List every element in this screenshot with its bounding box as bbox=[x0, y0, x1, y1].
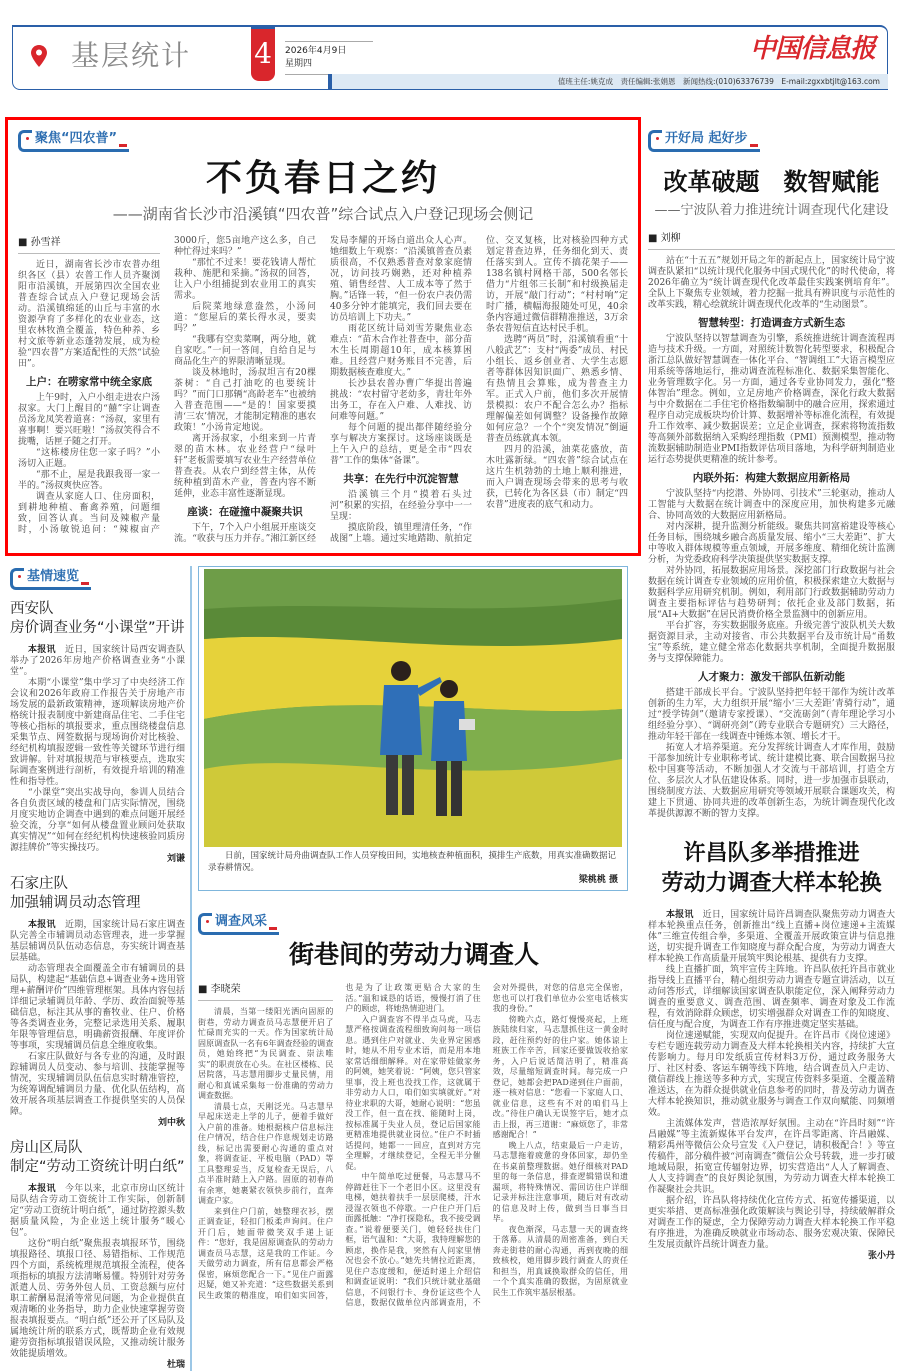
headline-line: 制定“劳动工资统计明白纸” bbox=[10, 1159, 185, 1175]
paragraph: 宁波队坚持以智慧调查为引擎，系统推进统计调查流程再造与技术升级。一方面，对照统计数智化转型要求，积极配合浙江总队做好智慧调查一体化平台、“智调组工”大语言模型应用系统等落地运行，推动调查流程标准化、数据采集智能化、业务管理数字化。另一方面，通过各专业协同发力，强化“整体智治”理念。例如，立足房地产价格调查，深化行政大数据与中介数据在二手住宅价格指数编制中的融合应用，探索通过程序自动完成板块均价计算、数据增补等标准化流程，有效提升工作效率、减少数据误差；立足企业调查，探索将物流指数等高频外部数据纳入采购经理指数（PMI）预测模型，推动物流数据辅助制造业PMI指数评估项目落地，为科学研判制造业运行态势提供更精准的统计参考。 bbox=[648, 334, 895, 465]
paragraph: 夜色渐深，马志慧一天的调查终于落幕。从清晨的周密准备，到白天奔走街巷的耐心沟通，再到夜晚的细致核校，她用脚步践行调查人的责任和担当，用真诚换取群众的信任，用一个个真实准确的数据，为固原就业民生工作筑牢基层根基。 bbox=[492, 1224, 628, 1297]
tag-label: 聚焦“四农普” bbox=[32, 130, 129, 152]
left-main-area bbox=[5, 117, 641, 1371]
byline: 刘谦 bbox=[166, 854, 185, 864]
paragraph: 据介绍，许昌队将持续优化宣传方式、拓宽传播渠道，以更实举措、更高标准强化政策解读与舆论引导，持续破解群众对调查工作的疑虑，全力保障劳动力调查大样本轮换工作平稳有序推进，为准确反映就业市场动态、服务宏观决策、保障民生发展贡献许昌统计调查力量。 bbox=[648, 1196, 895, 1250]
dateline: 本报讯 bbox=[28, 920, 56, 930]
paragraph: 晚上八点，结束最后一户走访，马志慧拖着疲惫的身体回家，却仍坐在书桌前整理数据。她仔细核对PAD里的每一条信息，排查逻辑错误和遗漏项，将特殊情况、需回访住户详细记录并标注注意事项，随后对有改动的信息及时上传，做到当日事当日毕。 bbox=[492, 1140, 628, 1223]
dateline: 本报讯 bbox=[28, 1184, 56, 1194]
location-pin-icon bbox=[31, 45, 47, 67]
author: ■ 刘柳 bbox=[648, 232, 895, 250]
paragraph: 对内深耕，提升监测分析能级。聚焦共同富裕建设等核心任务目标，围绕城乡融合高质量发展、缩小“三大差距”、扩大中等收入群体规模等重点领域，开展多维度、精细化统计监测分析，为党委政府科学决策提供坚实数据支撑。 bbox=[648, 522, 895, 565]
paragraph: “那忙不过来！要花钱请人帮忙栽种、施肥和采摘。”汤叔的回答，让入户小组捕捉到农业用工的真实需求。 bbox=[174, 258, 316, 301]
paragraph: 清晨，当第一缕阳光洒向固原的街巷，劳动力调查员马志慧便开启了忙碌而充实的一天。作为国家统计局固原调查队一名有6年调查经验的调查员，她始终把“为民调查、崇法唯实”的职责放在心头。在社区楼栋、民居院落，马志慧用脚步丈量民情，用耐心和真诚采集每一份准确的劳动力调查数据。 bbox=[198, 1007, 334, 1100]
ci-logo-icon bbox=[198, 913, 212, 935]
paragraph: 主流媒体发声，营造浓厚好氛围。主动在“许昌时刻”“许昌融媒”等主流新媒体平台发声，在许昌零距离、许昌融媒、精彩禹州等微信公众号宣发《入户登记，请积极配合！》等宣传稿件，部分稿件被“河南调查”微信公众号转载，进一步打破地域局限，拓宽宣传辐射边界，切实营造出“人人了解调查、人人支持调查”的良好舆论氛围，为劳动力调查大样本轮换工作凝聚社会共识。 bbox=[648, 1119, 895, 1195]
dateline: 本报讯 bbox=[666, 910, 694, 920]
section-heading: 座谈：在碰撞中凝聚共识 bbox=[187, 506, 303, 518]
paragraph: “这栋楼房住您一家子吗？”小汤切入正题。 bbox=[18, 448, 160, 469]
headline: 不负春日之约 bbox=[205, 157, 440, 199]
paragraph: 清晨七点，天刚泛光。马志慧早早起床送走上学的儿子，便着手做好入户前的准备。她根据核户信息标注住户情况，结合住户作息规划走访路线，标记出需要耐心沟通的重点对象，将调查证、平板电脑（PAD）等工具整理妥当，反复检查无误后，八点半准时踏上入户路。固原的初春尚有余寒，她裹紧衣领快步前行，直奔调查户家。 bbox=[198, 1101, 334, 1205]
author: ■ 李晓荣 bbox=[198, 983, 333, 1001]
paragraph: 平台扩容，夯实数据服务底座。升级完善宁波队机关大数据资源目录，主动对接省、市公共数据平台及市统计局“甬数宝”等系统，建立健全常态化数据共享机制，全面提升数据服务与支撑保障能力。 bbox=[648, 621, 895, 664]
photo-and-feature bbox=[198, 566, 641, 1309]
ci-logo-icon bbox=[18, 130, 32, 152]
photo-caption: 日前，国家统计局舟曲调查队工作人员穿梭田间，实地核查种植面积，摸排生产底数，用真实准确数据记录春耕情况。 bbox=[208, 851, 617, 873]
column-divider bbox=[190, 566, 192, 1371]
section-heading: 上户：在唠家常中统全家底 bbox=[26, 376, 152, 388]
date: 2026年4月9日 bbox=[285, 46, 347, 56]
paragraph-text: 近日，国家统计局西安调查队举办了2026年房地产价格调查业务“小课堂”。 bbox=[10, 645, 185, 677]
paragraph: 沿溪镇三个月“摸着石头过河”积累的实招，在经验分享中一一呈现： bbox=[330, 490, 472, 522]
paragraph: 石家庄队做好与各专业的沟通，及时跟踪辅调员人员变动、参与培训、技能掌握等情况，实现辅调员队伍信息实时精准管控，为统筹调配辅调员力量、优化队伍结构，高效开展各项基层调查工作提供坚实的人员保障。 bbox=[10, 1052, 185, 1117]
paragraph: 摸底阶段，镇里理清任务，“作战图”上墙。通过实地踏勘、航拍定位、交叉复核，比对核验四种方式划定普查边界，任务细化到天、责任落实到人。宣传不搞花架子——138名镇村网格干部，500名邻长借力“片组邻三长制”和村级换届走访，开展“敲门行动”；“村村响”定时广播，横幅海报随处可见，40余条内容通过微信群精准推送，3万余条农普短信直达村民手机。 bbox=[330, 236, 628, 544]
newspaper-logo: 中国信息报 bbox=[749, 34, 875, 64]
byline: 刘中秋 bbox=[157, 1118, 185, 1128]
paragraph-text: 今年以来，北京市房山区统计局队结合劳动工资统计工作实际，创新制定“劳动工资统计明白纸”，通过防控源头数据质量风险，为企业送上统计服务“暖心包”。 bbox=[10, 1184, 185, 1238]
headline-line: 许昌队多举措推进 bbox=[683, 840, 860, 866]
news-item bbox=[10, 1139, 185, 1371]
paragraph bbox=[10, 1184, 185, 1239]
section-heading: 智慧转型：打造调查方式新生态 bbox=[698, 317, 845, 329]
section-heading: 内联外拓：构建大数据应用新格局 bbox=[692, 472, 851, 484]
ci-logo-icon bbox=[10, 568, 24, 590]
section-title: 基层统计 bbox=[71, 39, 192, 72]
paragraph: 调查从家庭人口、住房面积，到耕地种植、畜禽养殖，问题细致，回答认真。当问及辣椒产量时，小汤敏锐追问：“辣椒亩产3000斤，您5亩地产这么多，自己种忙得过来吗？” bbox=[18, 236, 316, 535]
news-briefs bbox=[5, 566, 190, 1371]
issue-date bbox=[285, 41, 373, 75]
photo-credit: 梁桃桃 摄 bbox=[578, 875, 618, 885]
article-body bbox=[648, 232, 895, 820]
headline-line: 房价调查业务“小课堂”开讲 bbox=[10, 620, 185, 636]
news-headline bbox=[10, 600, 185, 638]
xuchang-article bbox=[648, 838, 895, 1262]
byline: 杜瑞 bbox=[166, 1360, 185, 1370]
tag-label: 基情速览 bbox=[24, 568, 91, 590]
paragraph: 本期“小课堂”集中学习了中央经济工作会议和2026年政府工作报告关于房地产市场发展的最新政策精神，逐项解读房地产价格统计报表制度中新建商品住宅、二手住宅等核心指标的填报要求，重点围绕楼盘信息采集节点、网签数据与现场询价对比核验、经纪机构填报逻辑一致性等关键环节进行细致讲解。针对填报规范与审核要点，选取实际调查案例进行剖析，有效提升培训的精准性和指导性。 bbox=[10, 678, 185, 787]
paragraph: 上午9时，入户小组走进农户汤叔家。大门上醒目的“囍”字让调查员汤龙凤笑着道喜：“汤叔，家里有喜事啊！要兴旺啦！”汤叔笑得合不拢嘴，话匣子随之打开。 bbox=[18, 393, 160, 447]
byline: 张小丹 bbox=[867, 1251, 895, 1261]
reform-article bbox=[648, 128, 895, 820]
paragraph: 下午，7个入户小组展开座谈交流。“收获与压力并存。”湘江新区经发局李耀的开场白道出众人心声。她细数上午观察：“沿溪镇普查员素质很高，不仅熟悉普查对象家庭情况，访问技巧娴熟，还对种植养殖、销售经营、人工成本等了然于胸。”话锋一转，“但一份农户表仍需40多分钟才能填完，我们回去要在访员培训上下功夫。” bbox=[174, 236, 472, 544]
column-tag bbox=[10, 566, 185, 590]
paragraph: 搭建干部成长平台。宁波队坚持把年轻干部作为统计改革创新的生力军，大力组织开展“缩小‘三大差距’青骑行动”，通过“授学铸剑”（邀请专家授课）、“交流砺剑”（青年理论学习小组经验分享）、“调研亮剑”（跨专业联合专题研究）三大路径，推动年轻干部在一线调查中锤炼本领、增长才干。 bbox=[648, 688, 895, 742]
column-tag bbox=[18, 128, 628, 152]
paragraph: “那不止，屋是我跟我哥一家一半的。”汤叔爽快应答。 bbox=[18, 470, 160, 491]
news-item bbox=[10, 600, 185, 865]
column-tag bbox=[198, 911, 630, 935]
paragraph: 对外协同，拓展数据应用场景。深挖部门行政数据与社会数据在统计调查专业领域的应用价值，积极探索建立大数据与数据科学应用研究机制。例如，利用部门行政数据辅助劳动力调查主要指标评估与趋势研判；依托企业及部门数据，拓展“AI+大数据”在居民消费价格全景监测中的创新应用。 bbox=[648, 566, 895, 620]
paragraph: 谈及林地时，汤叔坦言有20棵茶树：“自己打油吃的也要统计吗？”而门口那辆“高龄老车”也被纳入普查范围——“是的！国家要摸清‘三农’情况，才能制定精准的惠农政策！”小汤肯定地说。 bbox=[174, 368, 316, 433]
paragraph: “小课堂”突出实战导向，参训人员结合各自负责区域的楼盘和门店实际情况，围绕月度实地访企调查中遇到的难点问题开展经验交流，分享“如何从楼盘置业顾问处获取真实情况”“如何在经纪机构快速核验同质房源挂牌价”等实操技巧。 bbox=[10, 788, 185, 853]
paragraph-text: 近期，国家统计局石家庄调查队完善全市辅调员动态管理表，进一步掌握基层辅调员队伍动态信息，夯实统计调查基层基础。 bbox=[10, 920, 185, 963]
rapeseed-field-image bbox=[204, 569, 622, 847]
headline-line: 石家庄队 bbox=[10, 876, 68, 892]
article-body bbox=[648, 910, 895, 1262]
headline-line: 西安队 bbox=[10, 601, 54, 617]
feature-article bbox=[198, 911, 630, 1309]
paragraph: 线上直播扩面，筑牢宣传主阵地。许昌队依托许昌市就业指导线上直播平台，精心组织劳动力调查专题宣讲活动，以互动问答形式，详细解读国家调查队职能定位，深入阐释劳动力调查的重要意义、调查范围、调查频率、调查对象及工作流程，有效消除群众顾虑，切实增强群众对调查工作的知晓度、信任度与配合度，为调查工作有序推进奠定坚实基础。 bbox=[648, 965, 895, 1030]
paragraph: 入户调查容不得半点马虎，马志慧严格按调查流程细致询问每一项信息。遇到住户对就业、失业界定困惑时，她从不用专业术语，而是用本地家常话细细解释。对在家带娃做家务的阿姨，她笑着说：“阿姨，您只管家里事，没上班也没找工作，这就属于非劳动力人口，咱们如实填就好。”对待业求职的大哥，她耐心说明：“您虽没工作，但一直在找、能随时上岗，按标准属于失业人员，登记后国家能更精准地提供就业岗位。”住户不时插话提问，她都一一回应，直到对方完全理解，才继续登记，全程无半分催促。 bbox=[345, 1014, 481, 1171]
lower-section bbox=[5, 566, 641, 1371]
field-photo bbox=[204, 569, 622, 847]
featured-article bbox=[5, 117, 641, 556]
paragraph: 宁波队坚持“内挖潜、外协同、引技术”三轮驱动，推动人工智能与大数据在统计调查中的深度应用，加快构建多元融合、协同高效的大数据应用新格局。 bbox=[648, 489, 895, 521]
paragraph-text: 近日，国家统计局许昌调查队聚焦劳动力调查大样本轮换重点任务，创新推出“线上直播+岗位速递+主流媒体”三维宣传组合拳，多渠道、全覆盖开展政策宣讲与信息推送，切实提升调查工作知晓度与群众配合度，为劳动力调查大样本轮换工作高质量开展筑牢舆论根基、提供有力支撑。 bbox=[648, 910, 895, 964]
paragraph: 动态管理表全面覆盖全市有辅调员的县局队，构建起“基础信息+调查业务+选用管理+薪酬评价”四维管理框架。具体内容包括详细记录辅调员年龄、学历、政治面貌等基础信息，标注其从事的畜牧业、住户、价格等各类调查业务，完整记录选用关系、履职年限等管理信息，明确薪资报酬、年度评价等事项，实现辅调员信息全维度收集。 bbox=[10, 964, 185, 1051]
article-body bbox=[198, 983, 628, 1309]
news-headline bbox=[10, 875, 185, 913]
right-main-area bbox=[648, 128, 895, 1262]
author: ■ 孙雪祥 bbox=[18, 236, 160, 254]
column-tag bbox=[648, 128, 895, 152]
tag-label: 开好局 起好步 bbox=[662, 130, 760, 152]
section-heading: 人才聚力：激发干部队伍新动能 bbox=[698, 671, 845, 683]
ci-logo-icon bbox=[648, 130, 662, 152]
headline bbox=[648, 838, 895, 898]
section-heading: 共享：在先行中沉淀智慧 bbox=[343, 473, 459, 485]
paragraph: 每个问题的提出都伴随经验分享与解决方案探讨。这场座谈既是上午入户的总结，更是全市“四农普”工作的集体“备课”。 bbox=[330, 423, 472, 466]
paragraph: 选聘“两员”时，沿溪镇看重“十八般武艺”：支村“两委”成员、村民小组长、返乡创业者、大学生志愿者等群体因知识面广、熟悉乡情、有热情且会算账，成为普查主力军。正式入户前，他们多次开展情景模拟：农户不配合怎么办？指标理解偏差如何调整？设备操作故障如何应急？一个个“突发情况”倒逼普查员练就真本领。 bbox=[486, 335, 628, 444]
dateline: 本报讯 bbox=[28, 645, 56, 655]
headline: 改革破题 数智赋能 bbox=[663, 167, 880, 196]
masthead bbox=[12, 25, 888, 90]
paragraph: 拓宽人才培养渠道。充分发挥统计调查人才库作用，鼓励干部参加统计专业职称考试、统计建模比赛、联合国数据马拉松中国赛等活动，不断加强人才交流与干部培训，打造全方位、多层次人才队伍建设体系。同时，进一步加强市县联动，围绕制度方法、大数据应用研究等领域开展联合课题攻关，构建上下贯通、协同共进的改革创新生态，为统计调查现代化改革提供源源不断的智力支撑。 bbox=[648, 743, 895, 819]
paragraph: 站在“十五五”规划开局之年的新起点上，国家统计局宁波调查队紧扣“以统计现代化服务中国式现代化”的时代使命，将2026年确立为“统计调查现代化改革最佳实践案例培育年”。全队上下聚焦专业领域，着力挖掘一批具有辨识度与示范性的改革实践，精心绘就统计调查现代化改革的“生动图景”。 bbox=[648, 256, 895, 310]
paragraph bbox=[10, 645, 185, 678]
paragraph: 中午简单吃过便餐，马志慧马不停蹄赶往下一个老旧小区。这里没有电梯，她扶着扶手一层层爬楼，汗水浸湿衣领也不停歇。一户住户开门后面露抵触：“净打探隐私，我不接受调查。”说着便要关门，她轻轻扶住门框，语气温和：“大哥，我特理解您的顾虑，换作是我，突然有人问家里情况也会不放心。”她先共情拉近距离，见住户态度缓和，便适时递上介绍信和调查证说明：“我们只统计就业基础信息，不问银行卡、身份证这些个人信息，数据仅做单位内部调查用，不会对外提供，对您的信息完全保密，您也可以打我们单位办公室电话核实我的身份。” bbox=[345, 983, 628, 1307]
subheadline: ——湖南省长沙市沿溪镇“四农普”综合试点入户登记现场会侧记 bbox=[112, 205, 534, 223]
paragraph: 来到住户门前，她整理衣衫，摆正调查证，轻扣门板柔声询问。住户开门后，她面带微笑双手递上证件：“您好，我是固原调查队的劳动力调查员马志慧，这是我的工作证。今天做劳动力调查，所有信息都会严格保密，麻烦您配合一下。”见住户面露迟疑，她又补充道：“这些数据关系到民生政策的精准度，咱们如实回答，也是为了让政策更贴合大家的生活。”温和诚恳的话语，慢慢打消了住户的顾虑，将她热情迎进门。 bbox=[198, 983, 481, 1300]
news-headline bbox=[10, 1139, 185, 1177]
paragraph: 长沙县农普办曹广华提出普遍挑战：“农村留守老幼多，青壮年外出务工，存在入户难、人难找、访问难等问题。” bbox=[330, 379, 472, 422]
headline-line: 劳动力调查大样本轮换 bbox=[661, 870, 882, 896]
page-number: 4 bbox=[251, 26, 275, 81]
paragraph: 后院菜地绿意盎然，小汤问道：“您屋后的菜长得水灵，要卖吗？” bbox=[174, 302, 316, 334]
paragraph: 离开汤叔家，小组来到一片青翠的苗木林。农业经营户“绿叶轩”老板需要填写农业生产经营单位普查表。从农户到经营主体，从传统种植到苗木产业，普查内容不断延伸，业态丰富性逐渐显现。 bbox=[174, 434, 316, 499]
paragraph bbox=[648, 910, 895, 965]
article-body bbox=[18, 236, 628, 545]
paragraph: 近日，湖南省长沙市农普办组织各区（县）农普工作人员齐聚浏阳市沿溪镇，开展第四次全国农业普查综合试点入户登记现场会活动。沿溪镇绵延的山丘与丰富的水资源孕育了多样化的农业业态，这里农林牧渔全覆盖，特色种养、乡村文旅等新业态蓬勃发展，成为检验“四农普”方案适配性的天然“试验田”。 bbox=[18, 260, 160, 369]
tag-label: 调查风采 bbox=[212, 913, 279, 935]
paragraph: 这份“明白纸”聚焦报表填报环节，围绕填报路径、填报口径、易错指标、工作规范四个方面，系统梳理规范填报全流程，使各项指标的填报方法清晰易懂。特别针对劳务派遣人员、劳务外包人员、工资总额与应付职工薪酬易混淆等常见问题，为企业提供直观清晰的业务指导，助力企业快速掌握劳资报表填报要点。“明白纸”还公开了区局队及属地统计所的联系方式，既帮助企业有效规避劳资指标填报错误风险，又推动统计服务效能提质增效。 bbox=[10, 1239, 185, 1359]
weekday: 星期四 bbox=[285, 59, 313, 69]
paragraph: 岗位速递赋能，实现双向促提升。在许昌市《岗位速递》专栏专题连载劳动力调查及大样本轮换相关内容，持续扩大宣传影响力。每月印发纸质宣传材料3万份，通过政务服务大厅、社区村委、客运车辆等线下阵地，结合调查员入户走访、微信群线上推送等多种方式，实现宣传资料多渠道、全覆盖精准送达，在为群众提供就业信息参考的同时，普及劳动力调查大样本轮换知识，推动就业服务与调查工作双向赋能、同频增效。 bbox=[648, 1031, 895, 1118]
paragraph bbox=[10, 920, 185, 964]
news-item bbox=[10, 875, 185, 1129]
headline-line: 加强辅调员动态管理 bbox=[10, 895, 141, 911]
paragraph: 雨花区统计局刘雪芳聚焦业态难点：“苗木合作社普查中，部分苗木生长周期超10年，成本核算困难。且经营户财务账目不完善，后期数据核查难度大。” bbox=[330, 324, 472, 378]
headline-line: 房山区局队 bbox=[10, 1140, 83, 1156]
headline: 街巷间的劳动力调查人 bbox=[288, 940, 539, 969]
photo-block bbox=[198, 566, 628, 891]
paragraph: 傍晚六点，路灯慢慢亮起，上班族陆续归家，马志慧抓住这一黄金时段，赶往预约好的住户家。她体谅上班族工作辛苦，回家还要做饭收拾家务，入户后说话简洁明了，精准高效，尽量缩短调查时间。每完成一户登记，她都会把PAD递到住户面前，逐一核对信息：“您看一下家庭人口、就业信息，这些有不对的咱们马上改。”待住户确认无误签字后，她才点击上报，再三道谢：“麻烦您了，非常感谢配合！” bbox=[492, 1014, 628, 1139]
paragraph: 四月的沿溪，油菜花盛放，苗木吐露新绿。“四农普”综合试点在这片生机勃勃的土地上顺利推进，而入户调查现场会带来的思考与收获，已转化为各区县（市）制定“四农普”进度表的底气和动力。 bbox=[486, 445, 628, 510]
editor-info-bar: 值班主任:姚克成 责任编辑:张娟恩 新闻热线:(010)63376739 E-mail:zgxxbtjlt@163.com bbox=[328, 74, 888, 89]
subheadline: ——宁波队着力推进统计调查现代化建设 bbox=[654, 203, 889, 218]
paragraph: “我哪有空卖菜啊，两分地，就自家吃。”一问一答间，自给自足与商品化生产的界限清晰显现。 bbox=[174, 335, 316, 367]
